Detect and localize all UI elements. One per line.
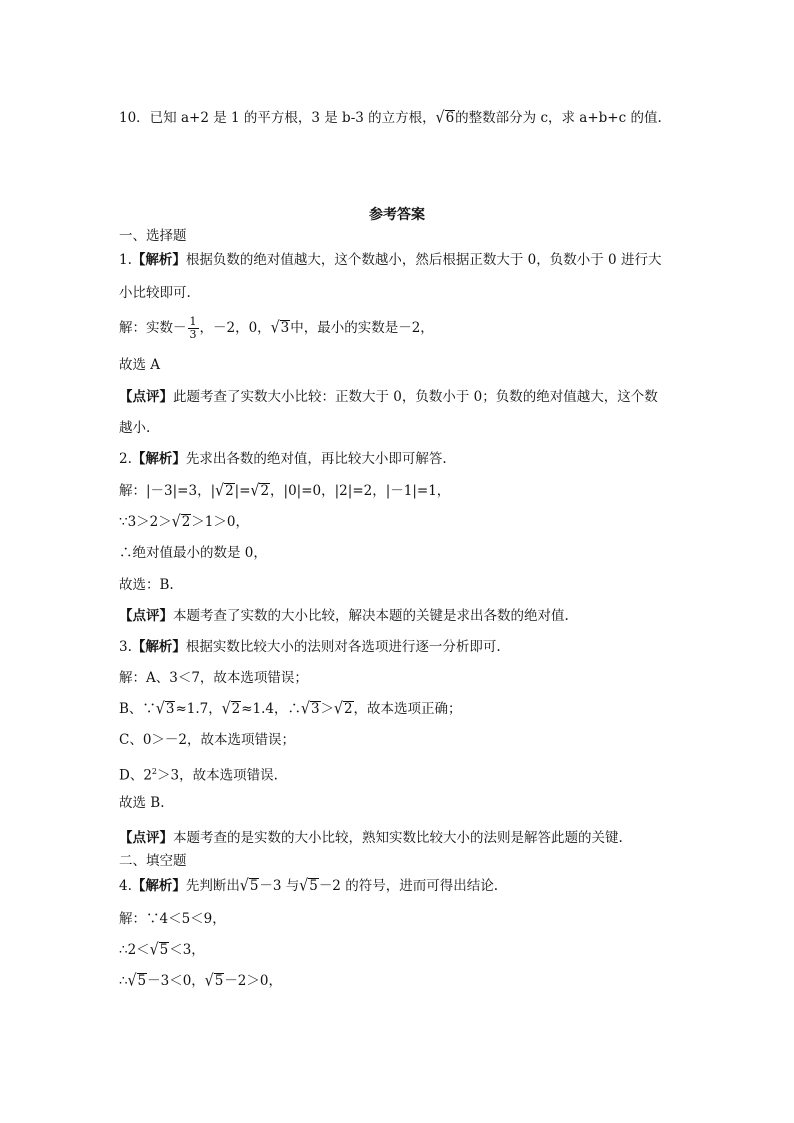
sqrt-6: √6: [435, 108, 455, 128]
solution-4-analysis: 4.【解析】先判断出√5－3 与√5－2 的符号，进而可得出结论.: [119, 876, 498, 896]
solution-3-option-a: 解：A、3＜7，故本选项错误；: [119, 670, 308, 686]
solution-4-step-3: ∴√5－3＜0，√5－2＞0，: [119, 971, 282, 991]
solution-3-analysis: 3.【解析】根据实数比较大小的法则对各选项进行逐一分析即可.: [119, 639, 501, 655]
solution-1-working: 解：实数－ $\frac{1}{3}$ ，－2，0，√3中，最小的实数是－2，: [119, 315, 434, 341]
solution-4-step-1: 解：∵4＜5＜9，: [119, 911, 226, 927]
solution-2-conclusion: ∴绝对值最小的数是 0，: [119, 545, 267, 561]
sqrt-3: √3: [270, 318, 290, 338]
solution-1-comment: 【点评】此题考查了实数大小比较：正数大于 0，负数小于 0；负数的绝对值越大，这个数: [119, 389, 658, 405]
sqrt-2: √2: [215, 481, 234, 501]
sqrt-5: √5: [149, 940, 169, 960]
sqrt-2: √2: [334, 699, 353, 719]
solution-2-choice: 故选：B.: [119, 577, 174, 593]
fraction-one-third: $\frac{1}{3}$: [189, 315, 197, 341]
sqrt-5: √5: [299, 876, 318, 896]
solution-3-option-d: D、$2^2>3$，故本选项错误.: [119, 767, 278, 784]
question-10: 10．已知 a+2 是 1 的平方根，3 是 b-3 的立方根，√6的整数部分为 c，求 a+b+c 的值.: [119, 108, 662, 128]
solution-2-working: 解：|－3|=3，|√2|=√2，|0|=0，|2|=2，|－1|=1，: [119, 481, 451, 501]
sqrt-3: √3: [155, 699, 175, 719]
solution-2-analysis: 2.【解析】先求出各数的绝对值，再比较大小即可解答.: [119, 451, 447, 467]
solution-3-choice: 故选 B.: [119, 795, 165, 811]
solution-3-comment: 【点评】本题考查的是实数的大小比较，熟知实数比较大小的法则是解答此题的关键.: [119, 830, 623, 846]
sqrt-2: √2: [250, 481, 270, 501]
solution-3-option-c: C、0＞－2，故本选项错误；: [119, 732, 296, 748]
solution-1-analysis-cont: 小比较即可.: [119, 285, 191, 301]
solution-3-option-b: B、∵√3≈1.7，√2≈1.4，∴√3＞√2，故本选项正确；: [119, 699, 462, 719]
sqrt-2: √2: [221, 699, 241, 719]
sqrt-5: √5: [239, 876, 259, 896]
sqrt-5: √5: [204, 971, 224, 991]
solution-4-step-2: ∴2＜√5＜3，: [119, 940, 205, 960]
sqrt-5: √5: [127, 971, 147, 991]
section-choice-heading: 一、选择题: [119, 228, 187, 244]
sqrt-3: √3: [301, 699, 320, 719]
solution-2-comparison: ∵3＞2＞√2＞1＞0，: [119, 512, 249, 532]
answers-title: 参考答案: [369, 207, 425, 223]
solution-1-comment-cont: 越小.: [119, 420, 151, 436]
solution-1-choice: 故选 A: [119, 357, 161, 373]
sqrt-2: √2: [171, 512, 191, 532]
section-fill-heading: 二、填空题: [119, 853, 187, 869]
solution-2-comment: 【点评】本题考查了实数的大小比较，解决本题的关键是求出各数的绝对值.: [119, 608, 569, 624]
solution-1-analysis: 1.【解析】根据负数的绝对值越大，这个数越小，然后根据正数大于 0，负数小于 0 进行大: [119, 252, 662, 268]
